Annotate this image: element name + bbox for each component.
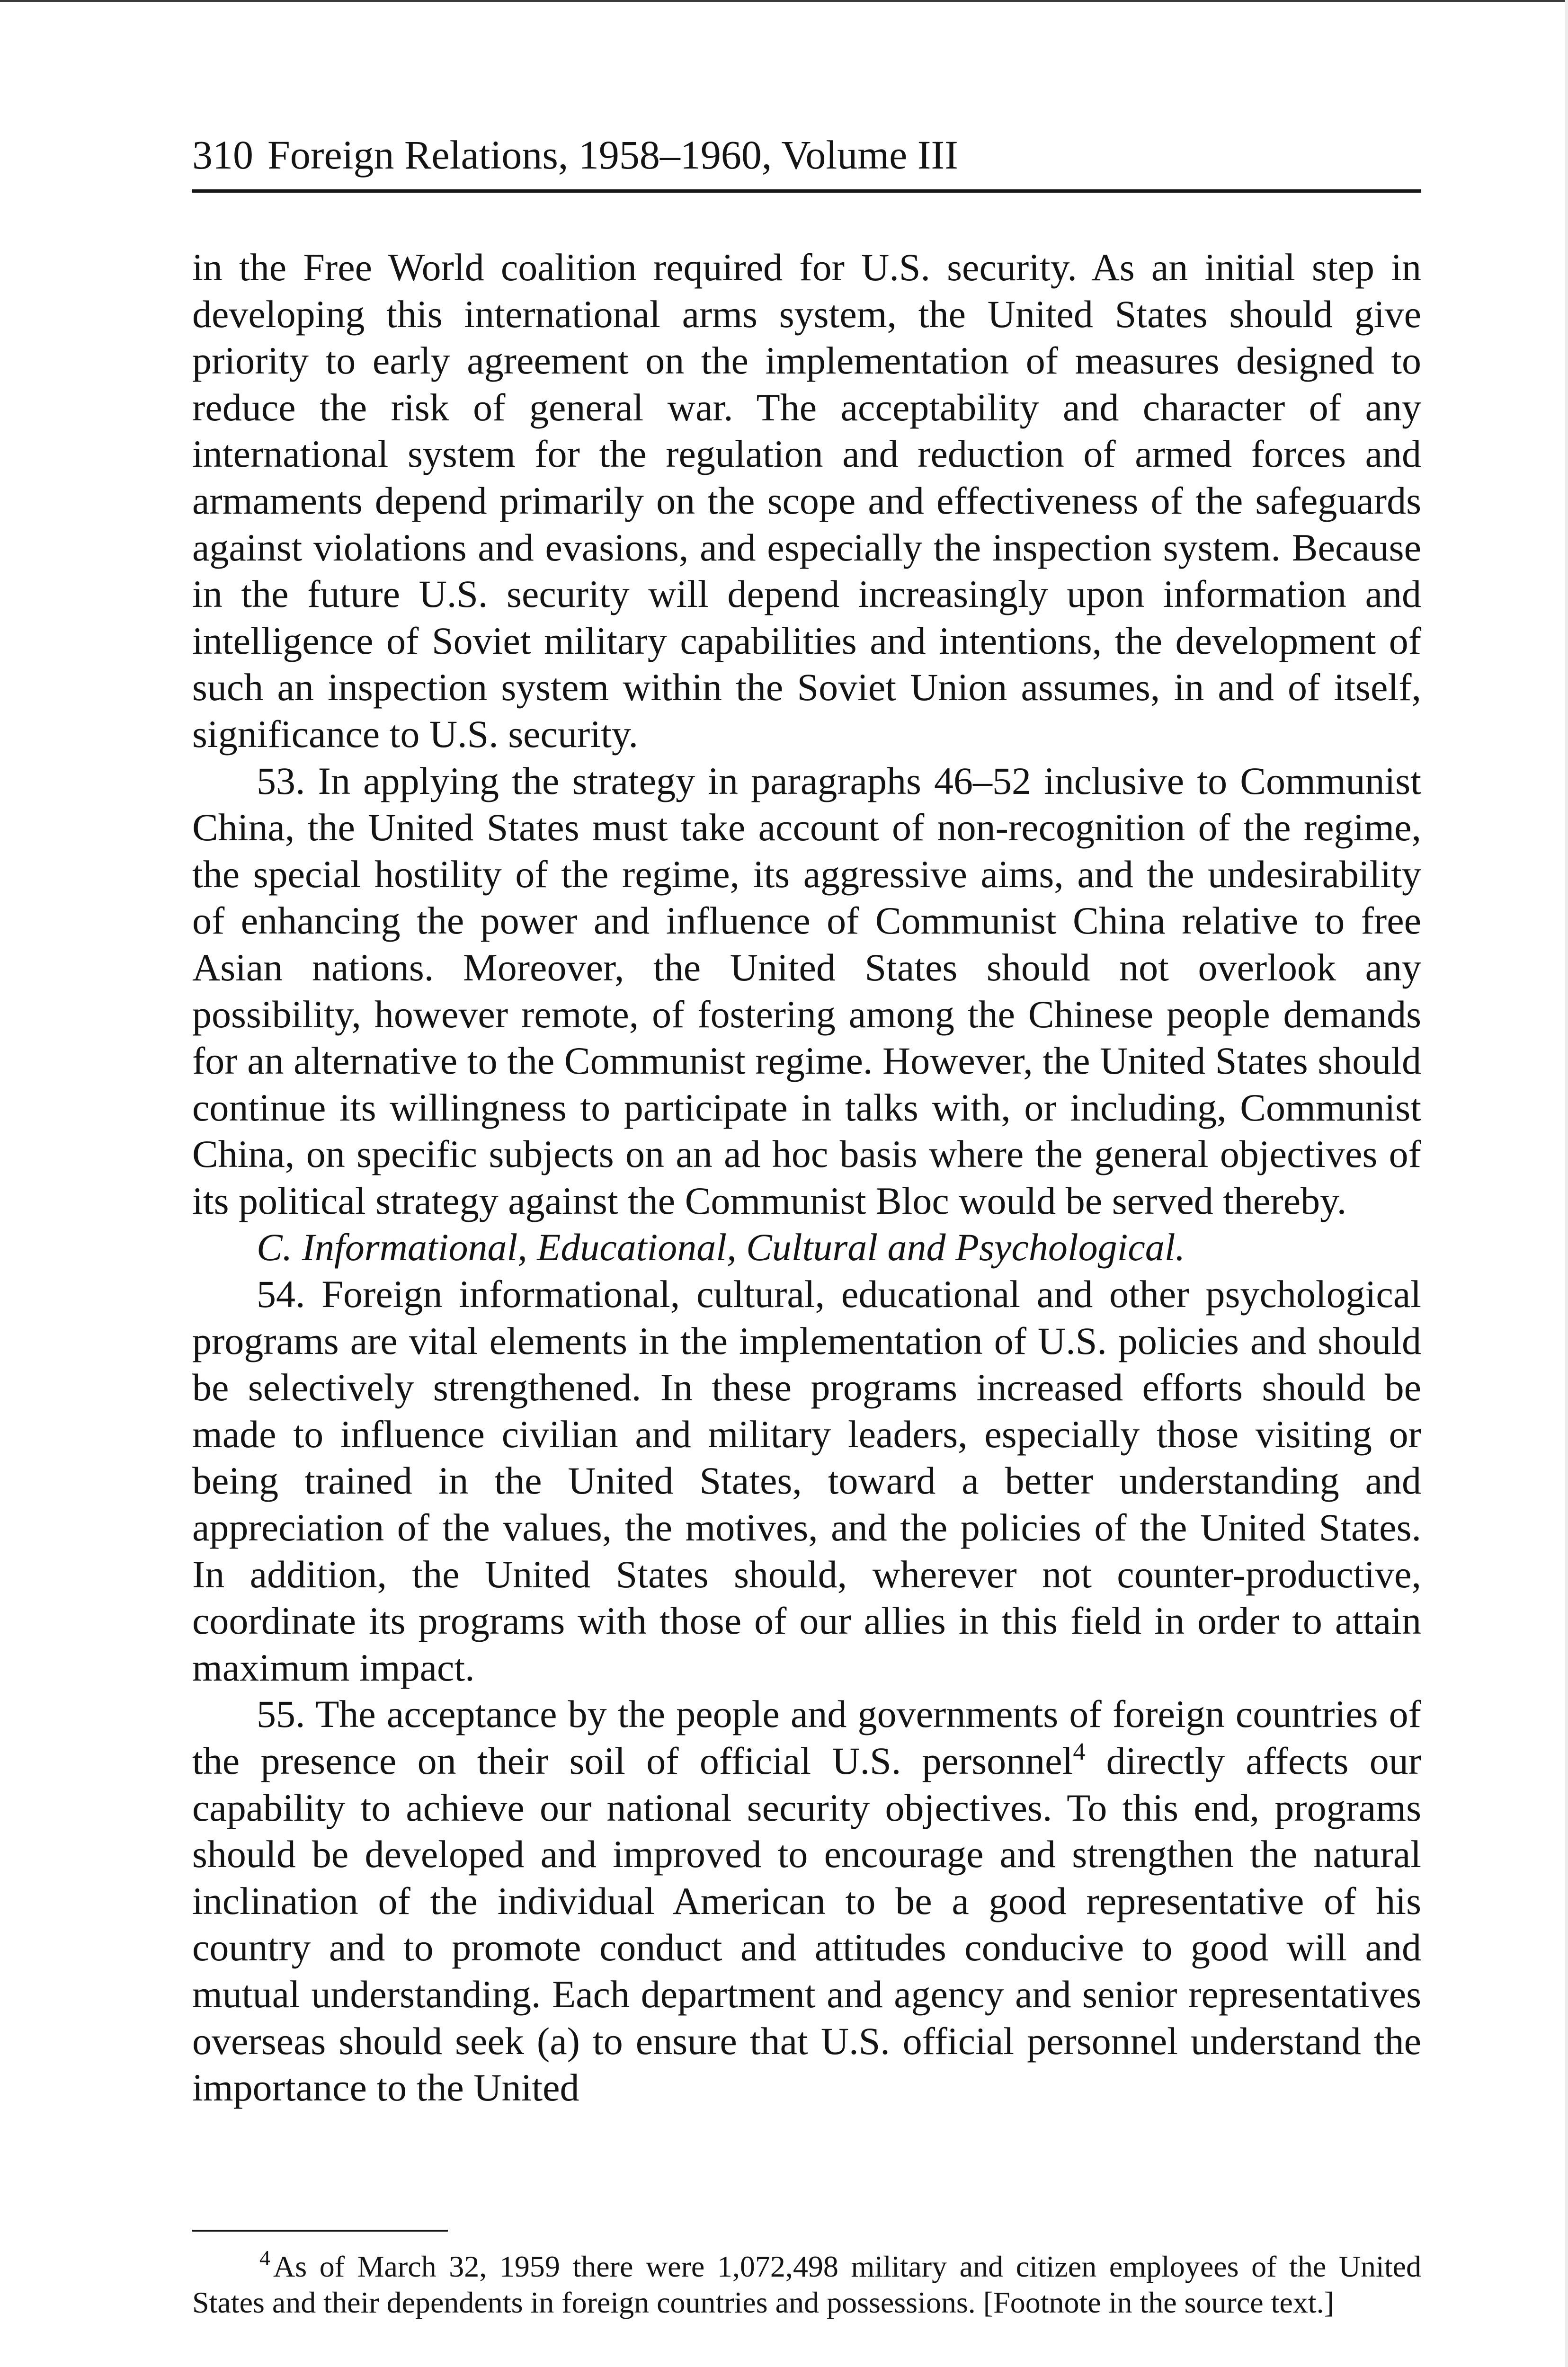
- running-head-title: Foreign Relations, 1958–1960, Volume III: [267, 132, 958, 178]
- paragraph-55-start: 55. The acceptance by the people and governments of foreign countries of the presence on their soil of official U.S. personnel: [192, 1692, 1421, 1782]
- footnote-text: As of March 32, 1959 there were 1,072,498 military and citizen employees of the United States and their dependents in foreign countries and possessions. [Footnote in the source text.]: [192, 2250, 1421, 2319]
- paragraph-continued: in the Free World coalition required for U.S. security. As an initial step in developing this international arms system, the United States should give priority to early agreement on the implementation of measures designed to reduce the risk of general war. The acceptability and character of any international system for the regulation and reduction of armed forces and armaments depend primarily on the scope and effectiveness of the safeguards against violations and evasions, and especially the inspection system. Because in the future U.S. security will depend increasingly upon information and intelligence of Soviet military capabilities and intentions, the development of such an inspection system within the Soviet Union assumes, in and of itself, significance to U.S. security.: [192, 246, 1421, 756]
- paragraph-54: 54. Foreign informational, cultural, educational and other psychological programs are vital elements in the implementation of U.S. policies and should be selectively strengthened. In these programs increased efforts should be made to influence civilian and military leaders, especially those visiting or being trained in the United States, toward a better understanding and appreciation of the values, the motives, and the policies of the United States. In addition, the United States should, wherever not counter-productive, coordinate its programs with those of our allies in this field in order to attain maximum impact.: [192, 1272, 1421, 1689]
- footnote-marker: 4: [259, 2246, 270, 2270]
- running-head: [192, 129, 1423, 181]
- paragraph-55: [192, 1691, 1421, 2111]
- scan-right-edge: [1565, 0, 1568, 2367]
- footnote-reference[interactable]: 4: [1073, 1738, 1086, 1765]
- paragraph-55-end: directly affects our capability to achieve our national security objectives. To this end, programs should be developed and improved to encourage and strengthen the natural inclination of the individual American to be a good representative of his country and to promote conduct and attitudes conducive to good will and mutual understanding. Each department and agency and senior representatives overseas should seek (a) to ensure that U.S. official personnel understand the importance to the United: [192, 1739, 1421, 2109]
- footnote: [192, 2246, 1421, 2321]
- running-head-rule: [192, 189, 1421, 193]
- paragraph-53: 53. In applying the strategy in paragraphs 46–52 inclusive to Communist China, the United States must take account of non-recognition of the regime, the special hostility of the regime, its aggressive aims, and the undesirability of enhancing the power and influence of Communist China relative to free Asian nations. Moreover, the United States should not overlook any possibility, however remote, of fostering among the Chinese people demands for an alternative to the Communist regime. However, the United States should continue its willingness to participate in talks with, or including, Communist China, on specific subjects on an ad hoc basis where the general objectives of its political strategy against the Communist Bloc would be served thereby.: [192, 759, 1421, 1222]
- page-number: 310: [192, 132, 253, 178]
- footnote-rule: [192, 2230, 448, 2232]
- section-heading-c: C. Informational, Educational, Cultural and Psychological.: [257, 1226, 1185, 1269]
- body-text: [192, 244, 1421, 2111]
- scan-top-edge: [0, 0, 1568, 2]
